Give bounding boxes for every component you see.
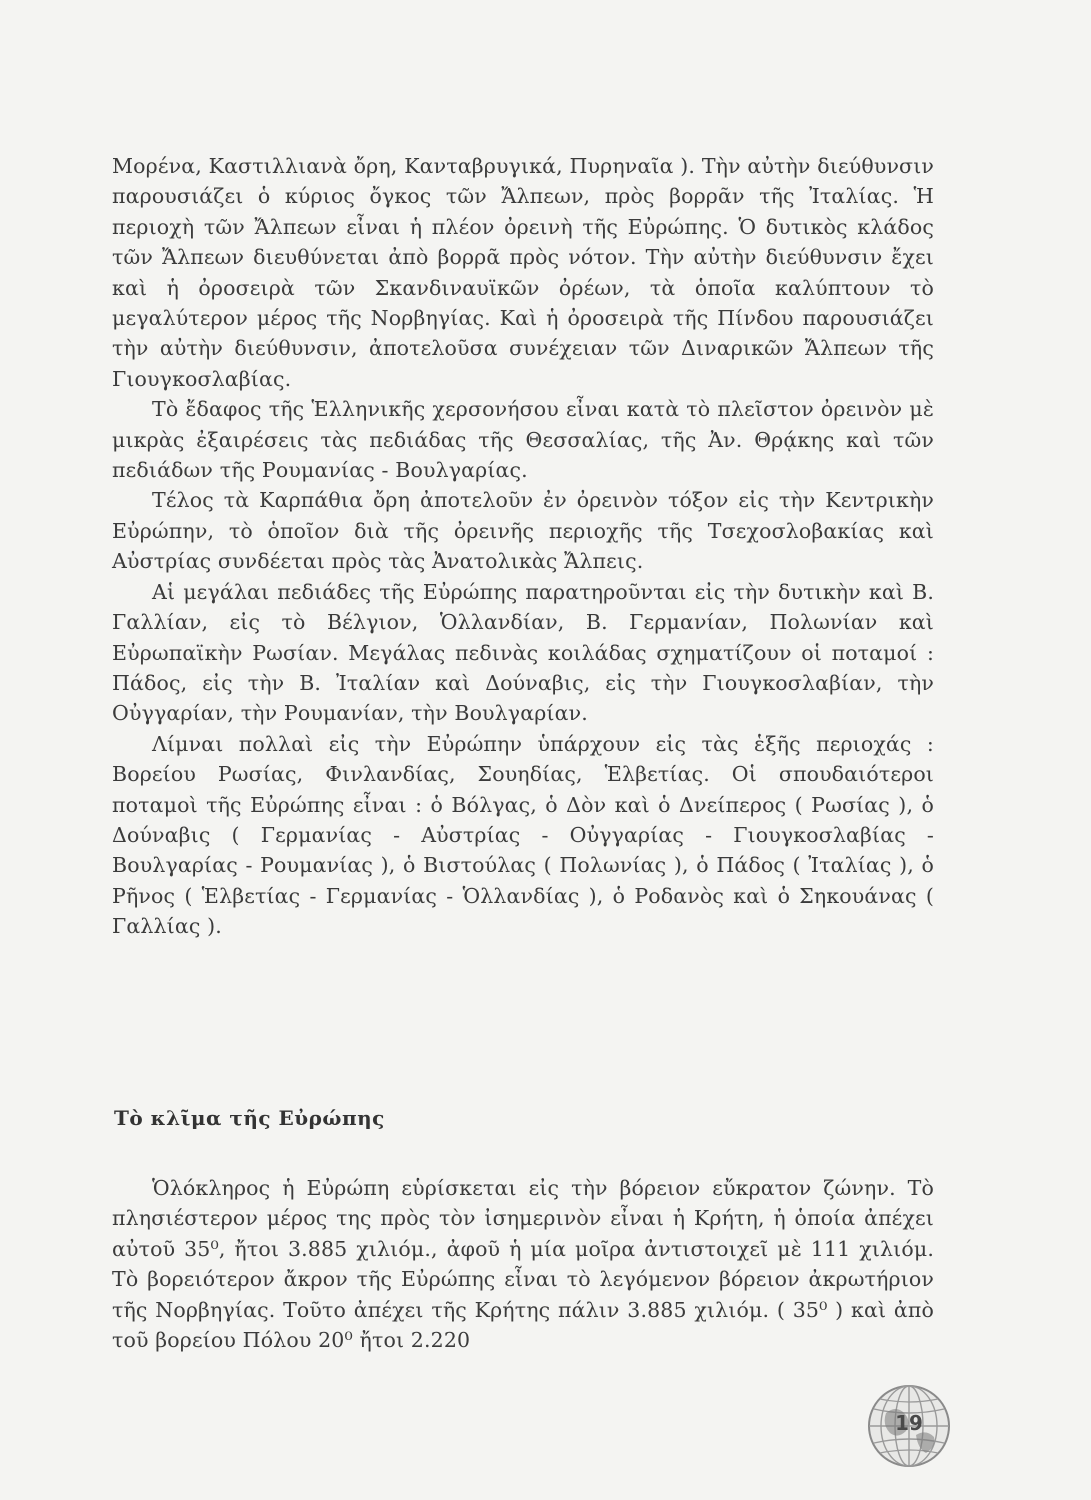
page-number: 19 (895, 1411, 923, 1435)
top-text-block (112, 151, 934, 942)
paragraph-carpathians: Τέλος τὰ Καρπάθια ὄρη ἀποτελοῦν ἐν ὀρεινὸν τόξον εἰς τὴν Κεντρικὴν Εὐρώπην, τὸ ὁποῖον διὰ τῆς ὀρεινῆς περιοχῆς τῆς Τσεχοσλοβακίας καὶ Αὐστρίας συνδέεται πρὸς τὰς Ἀνατολικὰς Ἄλπεις. (112, 488, 934, 574)
paragraph-lakes-rivers: Λίμναι πολλαὶ εἰς τὴν Εὐρώπην ὑπάρχουν εἰς τὰς ἑξῆς περιοχάς : Βορείου Ρωσίας, Φινλανδίας, Σουηδίας, Ἑλβετίας. Οἱ σπουδαιότεροι ποταμοὶ τῆς Εὐρώπης εἶναι : ὁ Βόλγας, ὁ Δὸν καὶ ὁ Δνείπερος ( Ρωσίας ), ὁ Δούναβις ( Γερμανίας - Αὐστρίας - Οὐγγαρίας - Γιουγκοσλαβίας - Βουλγαρίας - Ρουμανίας ), ὁ Βιστούλας ( Πολωνίας ), ὁ Πάδος ( Ἰταλίας ), ὁ Ρῆνος ( Ἑλβετίας - Γερμανίας - Ὁλλανδίας ), ὁ Ροδανὸς καὶ ὁ Σηκουάνας ( Γαλλίας ). (112, 731, 934, 939)
paragraph-plains: Αἱ μεγάλαι πεδιάδες τῆς Εὐρώπης παρατηροῦνται εἰς τὴν δυτικὴν καὶ Β. Γαλλίαν, εἰς τὸ Βέλγιον, Ὁλλανδίαν, Β. Γερμανίαν, Πολωνίαν καὶ Εὐρωπαϊκὴν Ρωσίαν. Μεγάλας πεδινὰς κοιλάδας σχηματίζουν οἱ ποταμοί : Πάδος, εἰς τὴν Β. Ἰταλίαν καὶ Δούναβις, εἰς τὴν Γιουγκοσλαβίαν, τὴν Οὐγγαρίαν, τὴν Ρουμανίαν, τὴν Βουλγαρίαν. (112, 579, 934, 726)
paragraph-mountain-directions: Μορένα, Καστιλλιανὰ ὄρη, Κανταβρυγικά, Πυρηναῖα ). Τὴν αὐτὴν διεύθυνσιν παρουσιάζει ὁ κύριος ὄγκος τῶν Ἄλπεων, πρὸς βορρᾶν τῆς Ἰταλίας. Ἡ περιοχὴ τῶν Ἄλπεων εἶναι ἡ πλέον ὀρεινὴ τῆς Εὐρώπης. Ὁ δυτικὸς κλάδος τῶν Ἄλπεων διευθύνεται ἀπὸ βορρᾶ πρὸς νότον. Τὴν αὐτὴν διεύθυνσιν ἔχει καὶ ἡ ὀροσειρὰ τῶν Σκανδιναυϊκῶν ὀρέων, τὰ ὁποῖα καλύπτουν τὸ μεγαλύτερον μέρος τῆς Νορβηγίας. Καὶ ἡ ὀροσειρὰ τῆς Πίνδου παρουσιάζει τὴν αὐτὴν διεύθυνσιν, ἀποτελοῦσα συνέχειαν τῶν Διναρικῶν Ἄλπεων τῆς Γιουγκοσλαβίας. (112, 154, 934, 391)
section-heading: Τὸ κλῖμα τῆς Εὐρώπης (114, 1106, 385, 1130)
paragraph-climate: Ὁλόκληρος ἡ Εὐρώπη εὑρίσκεται εἰς τὴν βόρειον εὔκρατον ζώνην. Τὸ πλησιέστερον μέρος της πρὸς τὸν ἰσημερινὸν εἶναι ἡ Κρήτη, ἡ ὁποία ἀπέχει αὐτοῦ 35⁰, ἤτοι 3.885 χιλιόμ., ἀφοῦ ἡ μία μοῖρα ἀντιστοιχεῖ μὲ 111 χιλιόμ. Τὸ βορειότερον ἄκρον τῆς Εὐρώπης εἶναι τὸ λεγόμενον βόρειον ἀκρωτήριον τῆς Νορβηγίας. Τοῦτο ἀπέχει τῆς Κρήτης πάλιν 3.885 χιλιόμ. ( 35⁰ ) καὶ ἀπὸ τοῦ βορείου Πόλου 20⁰ ἤτοι 2.220 (112, 1176, 934, 1353)
paragraph-greek-peninsula: Τὸ ἔδαφος τῆς Ἑλληνικῆς χερσονήσου εἶναι κατὰ τὸ πλεῖστον ὀρεινὸν μὲ μικρὰς ἐξαιρέσεις τὰς πεδιάδας τῆς Θεσσαλίας, τῆς Ἀν. Θρᾴκης καὶ τῶν πεδιάδων τῆς Ρουμανίας - Βουλγαρίας. (112, 397, 934, 483)
bottom-text-block (112, 1173, 934, 1355)
